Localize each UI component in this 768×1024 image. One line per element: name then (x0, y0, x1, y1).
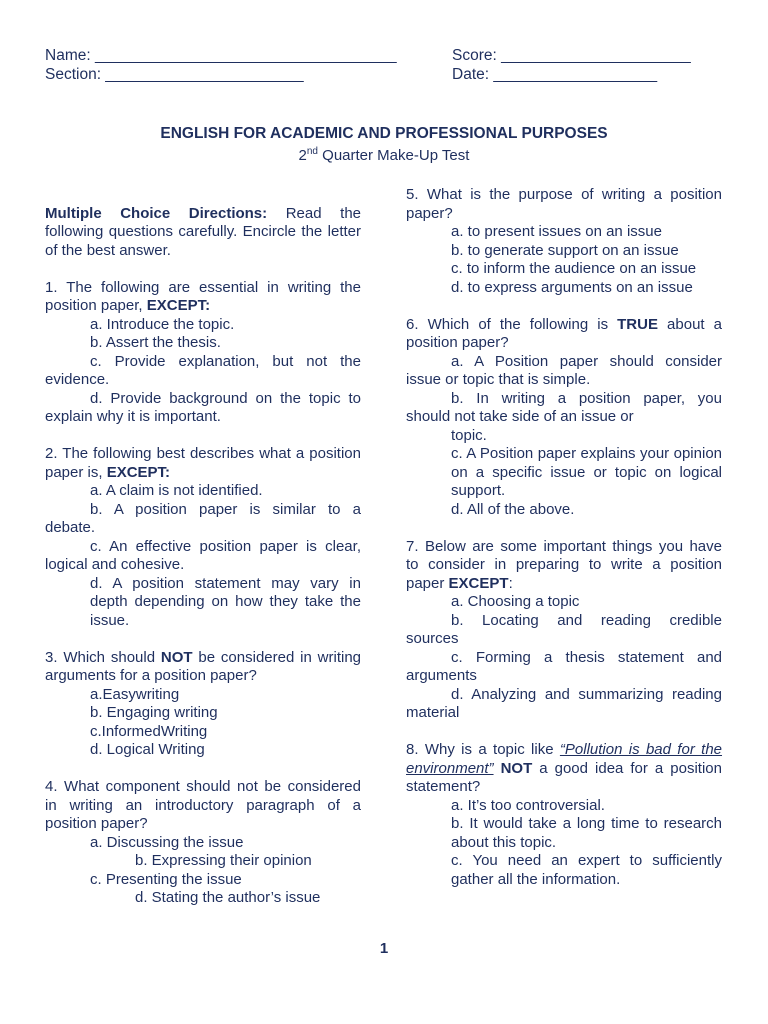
question-8 (406, 741, 722, 889)
directions-label: Multiple Choice Directions: (45, 204, 268, 222)
question-4 (45, 778, 361, 908)
question-1 (45, 279, 361, 427)
question-6-option-b-line3: topic. (451, 426, 487, 444)
question-6-option-b (406, 390, 722, 446)
question-1-option-b: b. Assert the thesis. (90, 334, 221, 351)
question-3-option-d: d. Logical Writing (90, 741, 205, 758)
question-7-stem-text: 7. Below are some important things you have to consider in preparing to write a position paper (406, 537, 722, 592)
question-7-option-a: a. Choosing a topic (451, 593, 580, 610)
question-1-option-c-line2: evidence. (45, 371, 110, 388)
question-1-option-d-line2: explain why it is important. (45, 408, 221, 425)
question-6-option-b-line1: b. In writing a position paper, you (451, 389, 722, 407)
question-7-colon: : (508, 574, 513, 592)
question-1-option-d-line1: d. Provide background on the topic to (90, 389, 361, 407)
question-3-emphasis: NOT (160, 648, 193, 666)
question-1-option-c (45, 353, 361, 390)
question-6 (406, 316, 722, 520)
question-8-option-c: c. You need an expert to sufficiently gather all the information. (451, 852, 722, 888)
question-1-option-d (45, 390, 361, 427)
question-2-stem-text: 2. The following best describes what a position paper is, (45, 445, 361, 481)
question-8-stem-pre: 8. Why is a topic like (406, 741, 560, 758)
question-5-option-d: d. to express arguments on an issue (451, 278, 693, 296)
question-6-option-a (406, 353, 722, 390)
question-6-option-c: c. A Position paper explains your opinion on a specific issue or topic on logical support. (451, 445, 722, 499)
document-title: ENGLISH FOR ACADEMIC AND PROFESSIONAL PURPOSES (160, 125, 608, 142)
question-2-option-b-line2: debate. (45, 519, 96, 536)
question-7-option-c-line2: arguments (406, 667, 477, 684)
question-8-option-b: b. It would take a long time to research about this topic. (451, 815, 722, 851)
question-6-option-d: d. All of the above. (451, 500, 575, 518)
left-column (45, 186, 361, 908)
question-5 (406, 186, 722, 297)
question-5-option-a: a. to present issues on an issue (451, 223, 662, 240)
question-2 (45, 445, 361, 630)
score-field-line: Score: ______________________ (452, 47, 691, 64)
question-2-option-c-line1: c. An effective position paper is clear, (90, 537, 361, 555)
question-7-option-b (406, 612, 722, 649)
directions-text: Read the following questions carefully. Encircle the letter of the best answer. (45, 204, 361, 259)
question-2-option-c (45, 538, 361, 575)
name-field-line: Name: ___________________________________ (45, 47, 397, 64)
question-6-emphasis: TRUE (617, 315, 658, 333)
question-4-option-d: d. Stating the author’s issue (135, 889, 321, 906)
question-3-stem (45, 649, 361, 686)
question-2-stem (45, 445, 361, 482)
question-8-stem (406, 741, 722, 797)
question-8-stem-post: a good idea for a position statement? (406, 759, 722, 795)
question-5-stem: 5. What is the purpose of writing a position paper? (406, 186, 722, 222)
question-4-option-c: c. Presenting the issue (90, 870, 242, 888)
subtitle-ordinal: nd (306, 146, 318, 157)
question-4-stem: 4. What component should not be considered in writing an introductory paragraph of a position paper? (45, 778, 361, 832)
question-5-option-b: b. to generate support on an issue (451, 241, 679, 259)
question-1-option-a: a. Introduce the topic. (90, 315, 235, 333)
question-4-option-a: a. Discussing the issue (90, 833, 244, 851)
question-7-option-c (406, 649, 722, 686)
question-8-option-a: a. It’s too controversial. (451, 796, 605, 814)
question-7-option-d-line1: d. Analyzing and summarizing reading (451, 685, 722, 703)
question-1-option-c-line1: c. Provide explanation, but not the (90, 352, 361, 370)
section-field-line: Section: _______________________ (45, 66, 304, 83)
question-7-option-d (406, 686, 722, 723)
question-6-option-a-line2: issue or topic that is simple. (406, 371, 591, 388)
document-subtitle (0, 147, 768, 166)
question-5-option-c: c. to inform the audience on an issue (451, 260, 697, 277)
question-2-option-a: a. A claim is not identified. (90, 482, 263, 499)
question-1-emphasis: EXCEPT: (146, 297, 211, 314)
question-8-emphasis: NOT (493, 759, 533, 777)
page-number: 1 (379, 940, 389, 957)
question-7-option-c-line1: c. Forming a thesis statement and (451, 648, 722, 666)
subtitle-number: 2 (298, 147, 307, 164)
question-6-option-b-line2: should not take side of an issue or (406, 408, 634, 425)
right-column (406, 186, 722, 889)
question-2-option-b-line1: b. A position paper is similar to a (90, 500, 361, 518)
question-7-option-d-line2: material (406, 704, 460, 721)
directions (45, 205, 361, 261)
question-3 (45, 649, 361, 760)
question-7 (406, 538, 722, 723)
question-3-stem-post: be considered in writing arguments for a position paper? (45, 648, 362, 684)
question-6-stem (406, 316, 722, 353)
question-4-option-b: b. Expressing their opinion (135, 852, 312, 869)
question-3-option-a: a.Easywriting (90, 685, 180, 703)
question-7-option-b-line1: b. Locating and reading credible (451, 611, 722, 629)
question-8-quoted-topic: “Pollution is bad for the environment” (406, 741, 723, 777)
question-3-stem-pre: 3. Which should (45, 648, 161, 666)
question-6-stem-pre: 6. Which of the following is (406, 315, 618, 333)
subtitle-text: Quarter Make-Up Test (318, 147, 470, 164)
question-2-option-c-line2: logical and cohesive. (45, 556, 185, 573)
question-2-emphasis: EXCEPT: (106, 463, 171, 481)
question-3-option-c: c.InformedWriting (90, 722, 208, 740)
question-1-stem-text: 1. The following are essential in writing the position paper, (45, 278, 361, 314)
question-7-stem (406, 538, 722, 594)
question-6-option-a-line1: a. A Position paper should consider (451, 352, 722, 370)
question-6-stem-post: about a position paper? (406, 315, 722, 351)
question-7-option-b-line2: sources (406, 630, 459, 647)
question-7-emphasis: EXCEPT (448, 574, 509, 592)
question-2-option-d: d. A position statement may vary in depth depending on how they take the issue. (90, 574, 361, 629)
question-1-stem (45, 279, 361, 316)
date-field-line: Date: ___________________ (452, 66, 658, 83)
question-3-option-b: b. Engaging writing (90, 704, 218, 721)
question-2-option-b (45, 501, 361, 538)
